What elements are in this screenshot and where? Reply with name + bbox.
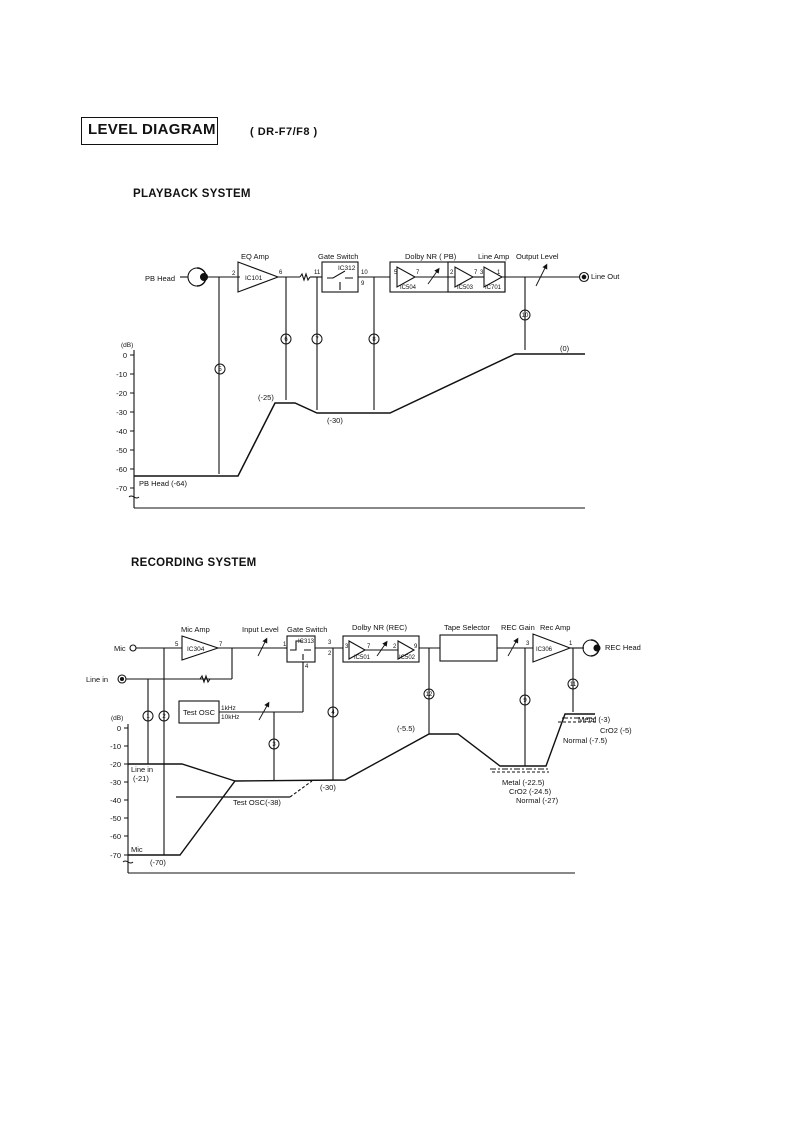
marker-number: 1 xyxy=(146,714,150,720)
tick-label: -30 xyxy=(116,408,127,417)
dolby-nr-label: Dolby NR ( PB) xyxy=(405,252,457,261)
pin-label: 10 xyxy=(361,270,368,276)
level-label-metal-high: Metal (-3) xyxy=(578,715,611,724)
osc-1khz-label: 1kHz xyxy=(221,705,236,712)
recording-section-title: RECORDING SYSTEM xyxy=(131,557,257,569)
level-label-cro2-high: CrO2 (-5) xyxy=(600,726,632,735)
marker-number: 5 xyxy=(218,367,222,373)
level-label-gate: (-30) xyxy=(320,783,336,792)
level-label-line-in: Line in xyxy=(131,765,154,774)
rec-gain-label: REC Gain xyxy=(501,623,535,632)
pin-label: 9 xyxy=(414,644,418,650)
ic504-label: IC504 xyxy=(400,285,417,291)
level-label-metal-low: Metal (-22.5) xyxy=(502,778,545,787)
marker-number: 9 xyxy=(523,698,527,704)
ic502-label: IC502 xyxy=(399,655,416,661)
tick-label: 0 xyxy=(116,724,121,733)
line-in-label: Line in xyxy=(86,675,109,684)
model-label: ( DR-F7/F8 ) xyxy=(250,126,318,138)
pb-head-label: PB Head xyxy=(145,274,176,283)
recording-labels xyxy=(86,623,641,867)
level-label-dolby: (-5.5) xyxy=(397,724,415,733)
pin-label: 2 xyxy=(232,271,236,277)
level-label-line-in-value: (-21) xyxy=(133,774,149,783)
pin-label: 3 xyxy=(345,644,349,650)
test-osc-label: Test OSC xyxy=(183,708,216,717)
level-label-head: PB Head (-64) xyxy=(139,479,187,488)
mic-label: Mic xyxy=(114,644,126,653)
tick-label: -40 xyxy=(116,427,127,436)
level-label-normal-low: Normal (-27) xyxy=(516,796,559,805)
rec-amp-label: Rec Amp xyxy=(540,623,571,632)
pin-label: 5 xyxy=(175,642,179,648)
tape-selector-box xyxy=(440,635,497,661)
osc-10khz-label: 10kHz xyxy=(221,714,240,721)
marker-number: 7 xyxy=(315,337,319,343)
tick-label: -70 xyxy=(110,851,121,860)
level-label-eq: (-25) xyxy=(258,393,274,402)
marker-number: 10 xyxy=(521,313,529,319)
line-amp-label: Line Amp xyxy=(478,252,510,261)
level-label-test-osc: Test OSC(-38) xyxy=(233,798,281,807)
ic701-label: IC701 xyxy=(485,285,502,291)
eq-amp-label: EQ Amp xyxy=(241,252,269,261)
pin-label: 7 xyxy=(219,642,223,648)
ic306-label: IC306 xyxy=(536,647,553,653)
ic304-label: IC304 xyxy=(187,646,205,653)
tick-label: -60 xyxy=(110,832,121,841)
mic-amp-label: Mic Amp xyxy=(181,625,210,634)
marker-number: 2 xyxy=(162,714,166,720)
tick-label: -50 xyxy=(110,814,121,823)
pin-label: 6 xyxy=(279,270,283,276)
tick-label: -10 xyxy=(110,742,121,751)
level-label-out: (0) xyxy=(560,344,570,353)
tick-label: 0 xyxy=(122,351,127,360)
gate-switch-label: Gate Switch xyxy=(318,252,359,261)
pin-label: 2 xyxy=(450,270,454,276)
dolby-nr-rec-label: Dolby NR (REC) xyxy=(352,623,408,632)
playback-diagram xyxy=(129,262,589,508)
mic-jack-icon xyxy=(130,645,136,651)
level-label-cro2-low: CrO2 (-24.5) xyxy=(509,787,552,796)
tick-label: -60 xyxy=(116,465,127,474)
playback-section-title: PLAYBACK SYSTEM xyxy=(133,188,251,200)
pin-label: 1 xyxy=(569,641,573,647)
pin-label: 7 xyxy=(367,644,371,650)
ic312-label: IC312 xyxy=(338,265,356,272)
gate-switch-label: Gate Switch xyxy=(287,625,328,634)
tick-label: -10 xyxy=(116,370,127,379)
pin-label: 11 xyxy=(314,270,321,276)
ic501-label: IC501 xyxy=(354,655,371,661)
level-label-normal-high: Normal (-7.5) xyxy=(563,736,608,745)
ic313-label: IC313 xyxy=(298,639,315,645)
recording-diagram xyxy=(118,634,600,873)
tape-selector-label: Tape Selector xyxy=(444,623,490,632)
pin-label: 2 xyxy=(393,644,397,650)
pin-label: 3 xyxy=(328,640,332,646)
page-title: LEVEL DIAGRAM xyxy=(88,121,216,138)
level-label-mic: Mic xyxy=(131,845,143,854)
marker-number: 8 xyxy=(372,337,376,343)
ic101-label: IC101 xyxy=(245,275,263,282)
playback-level-curve xyxy=(134,354,585,476)
marker-number: 6 xyxy=(284,337,288,343)
line-out-label: Line Out xyxy=(591,272,620,281)
playback-labels xyxy=(116,252,620,493)
pin-label: 3 xyxy=(526,641,530,647)
marker-number: 11 xyxy=(569,682,577,688)
tick-label: -70 xyxy=(116,484,127,493)
rec-head-label: REC Head xyxy=(605,643,641,652)
pin-label: 1 xyxy=(497,270,501,276)
output-level-label: Output Level xyxy=(516,252,559,261)
tick-label: -40 xyxy=(110,796,121,805)
level-label-gate: (-30) xyxy=(327,416,343,425)
level-label-mic-value: (-70) xyxy=(150,858,166,867)
pin-label: 7 xyxy=(474,270,478,276)
db-unit-label: (dB) xyxy=(111,715,124,722)
tick-label: -20 xyxy=(110,760,121,769)
db-unit-label: (dB) xyxy=(121,342,134,349)
ic503-label: IC503 xyxy=(457,285,474,291)
pin-label: 9 xyxy=(361,281,365,287)
pin-label: 4 xyxy=(305,664,309,670)
pin-label: 3 xyxy=(480,270,484,276)
pin-label: 5 xyxy=(394,270,398,276)
marker-number: 4 xyxy=(331,710,335,716)
marker-number: 12 xyxy=(425,692,433,698)
tick-label: -30 xyxy=(110,778,121,787)
pin-label: 7 xyxy=(416,270,420,276)
tick-label: -20 xyxy=(116,389,127,398)
pin-label: 2 xyxy=(328,651,332,657)
tick-label: -50 xyxy=(116,446,127,455)
pin-label: 1 xyxy=(283,642,287,648)
input-level-label: Input Level xyxy=(242,625,279,634)
marker-number: 3 xyxy=(272,742,276,748)
